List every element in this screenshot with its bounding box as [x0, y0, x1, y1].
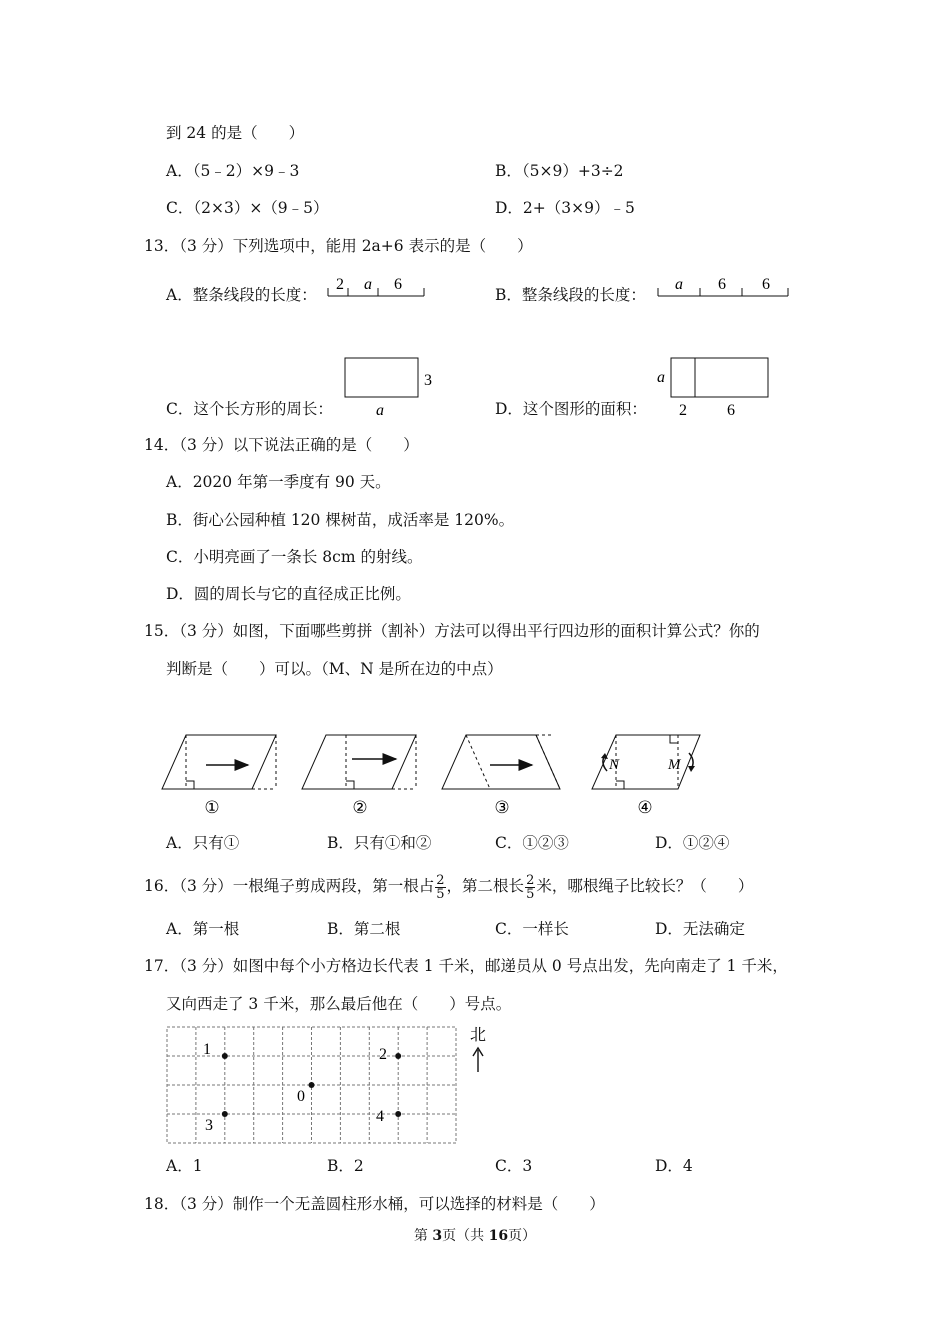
q13-c-rectangle-figure — [340, 354, 440, 424]
q17-option-c: C．3 — [495, 1157, 533, 1175]
q15-parallelogram-figures — [160, 725, 720, 820]
q15-label-m: M — [668, 757, 681, 773]
q16-stem — [144, 871, 753, 901]
q14-stem: 14．（3 分）以下说法正确的是（ ） — [144, 436, 419, 454]
q13-d-bottom-1: 2 — [679, 402, 687, 419]
q13-option-c: C．这个长方形的周长： — [166, 400, 333, 418]
q17-stem-line2: 又向西走了 3 千米，那么最后他在（ ）号点。 — [166, 995, 512, 1013]
q14-option-a: A．2020 年第一季度有 90 天。 — [166, 473, 391, 491]
q16-frac1-den: 5 — [436, 886, 445, 902]
q13-a-segment-figure — [326, 272, 436, 302]
q13-c-bottom: a — [376, 402, 384, 419]
q17-label-4: 4 — [376, 1108, 384, 1125]
q13-d-composite-rect-figure — [652, 354, 782, 424]
q17-point-2 — [395, 1053, 401, 1059]
q12-option-c: C．（2×3）×（9﹣5） — [166, 199, 329, 217]
q16-stem-b: ，第二根长 — [446, 877, 525, 895]
page-footer — [0, 1226, 950, 1246]
q12-option-b: B．（5×9）+3÷2 — [495, 162, 624, 180]
q16-frac2-num: 2 — [526, 872, 535, 888]
q13-c-side: 3 — [424, 372, 432, 389]
q16-option-b: B．第二根 — [327, 920, 401, 938]
q17-point-4 — [395, 1111, 401, 1117]
q15-fig-label-3: ③ — [494, 798, 510, 817]
q13-a-seg-2: a — [364, 276, 372, 293]
q17-option-d: D．4 — [655, 1157, 693, 1175]
q17-label-1: 1 — [203, 1041, 211, 1058]
q12-option-a: A．（5﹣2）×9﹣3 — [166, 162, 300, 180]
q17-point-3 — [222, 1111, 228, 1117]
footer-total-pages: 16 — [488, 1228, 509, 1244]
q15-fig-label-1: ① — [204, 798, 220, 817]
q15-fig-label-2: ② — [352, 798, 368, 817]
q15-fig-label-4: ④ — [637, 798, 653, 817]
q13-option-a: A．整条线段的长度： — [166, 286, 317, 304]
q15-option-a: A．只有① — [166, 834, 240, 852]
q13-b-seg-2: 6 — [718, 276, 726, 293]
q15-figure-1 — [162, 735, 276, 817]
q14-option-d: D．圆的周长与它的直径成正比例。 — [166, 585, 411, 603]
q16-option-c: C．一样长 — [495, 920, 569, 938]
q15-option-b: B．只有①和② — [327, 834, 432, 852]
q17-label-2: 2 — [379, 1046, 387, 1063]
q16-stem-c: 米，哪根绳子比较长？（ ） — [536, 877, 754, 895]
q13-option-d: D．这个图形的面积： — [495, 400, 647, 418]
q15-figure-3 — [442, 735, 560, 817]
q17-option-b: B．2 — [327, 1157, 364, 1175]
q16-option-d: D．无法确定 — [655, 920, 745, 938]
q16-stem-a: 16．（3 分）一根绳子剪成两段，第一根占 — [144, 877, 435, 895]
q16-frac1-num: 2 — [436, 872, 445, 888]
q18-stem: 18．（3 分）制作一个无盖圆柱形水桶，可以选择的材料是（ ） — [144, 1195, 605, 1213]
q17-option-a: A．1 — [166, 1157, 203, 1175]
q14-option-c: C．小明亮画了一条长 8cm 的射线。 — [166, 548, 423, 566]
footer-page-number: 3 — [432, 1228, 443, 1244]
q15-stem-line2: 判断是（ ）可以。（M、N 是所在边的中点） — [166, 660, 503, 678]
q15-figure-2 — [302, 735, 416, 817]
q13-option-b: B．整条线段的长度： — [495, 286, 646, 304]
q15-figure-4 — [592, 735, 700, 817]
q13-b-seg-3: 6 — [762, 276, 770, 293]
q13-a-seg-1: 2 — [336, 276, 344, 293]
q17-point-0 — [309, 1082, 315, 1088]
q15-label-n: N — [609, 757, 620, 773]
q13-stem: 13．（3 分）下列选项中，能用 2a+6 表示的是（ ） — [144, 237, 533, 255]
q17-point-1 — [222, 1053, 228, 1059]
q13-d-bottom-2: 6 — [727, 402, 735, 419]
q13-a-seg-3: 6 — [394, 276, 402, 293]
q13-b-seg-1: a — [675, 276, 683, 293]
q15-option-d: D．①②④ — [655, 834, 730, 852]
q15-option-c: C．①②③ — [495, 834, 569, 852]
q15-stem-line1: 15．（3 分）如图，下面哪些剪拼（割补）方法可以得出平行四边形的面积计算公式？你的 — [144, 622, 760, 640]
footer-middle: 页（共 — [442, 1228, 489, 1244]
q13-b-segment-figure — [656, 272, 796, 302]
q16-fraction-1 — [435, 874, 445, 901]
q17-label-0: 0 — [297, 1088, 305, 1105]
footer-suffix: 页） — [508, 1228, 537, 1244]
q12-continuation: 到 24 的是（ ） — [166, 124, 305, 142]
q17-label-3: 3 — [205, 1117, 213, 1134]
q12-option-d: D．2+（3×9）﹣5 — [495, 199, 635, 217]
q17-north-label: 北 — [470, 1027, 487, 1044]
q14-option-b: B．街心公园种植 120 棵树苗，成活率是 120%。 — [166, 511, 515, 529]
q16-frac2-den: 5 — [526, 886, 535, 902]
q13-d-side: a — [657, 369, 665, 386]
q16-fraction-2 — [525, 874, 535, 901]
q17-grid-map — [160, 1020, 500, 1150]
q17-stem-line1: 17．（3 分）如图中每个小方格边长代表 1 千米，邮递员从 0 号点出发，先向南走了 1 千米， — [144, 957, 788, 975]
q16-option-a: A．第一根 — [166, 920, 240, 938]
footer-prefix: 第 — [413, 1228, 433, 1244]
